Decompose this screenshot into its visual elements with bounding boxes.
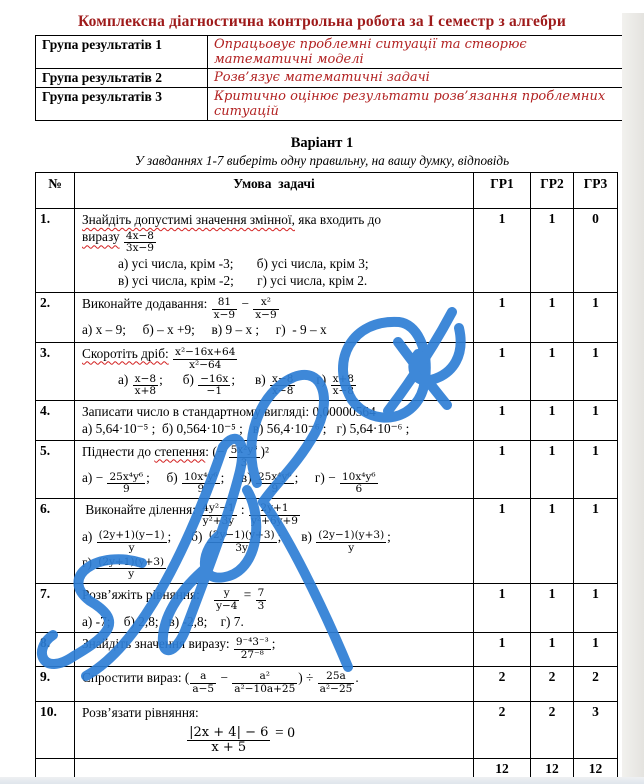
fraction xyxy=(253,297,278,322)
header-gr3: ГР3 xyxy=(574,173,618,209)
fraction xyxy=(173,347,237,372)
task-text: а) усі числа, крім -3; б) усі числа, крім 3; xyxy=(118,256,369,271)
group-label: Група результатів 2 xyxy=(36,69,208,88)
scanned-test-page xyxy=(0,13,644,784)
score-gr2: 2 xyxy=(531,702,574,758)
score-gr1: 1 xyxy=(474,342,531,400)
fraction xyxy=(96,557,166,582)
score-gr3: 2 xyxy=(574,667,618,702)
score-gr2: 2 xyxy=(531,667,574,702)
task-text: ) ÷ xyxy=(298,670,317,686)
fraction-denominator: 6 xyxy=(340,483,378,496)
fraction-numerator: x−8 xyxy=(272,372,294,385)
task-text: г) xyxy=(82,555,96,571)
task-line xyxy=(82,704,469,721)
task-row xyxy=(36,667,618,702)
fraction-denominator: a²−25 xyxy=(319,683,353,696)
fraction-numerator: (2y+1)(y+3) xyxy=(98,555,165,568)
task-line xyxy=(82,554,469,581)
task-row xyxy=(36,584,618,633)
fraction-denominator: 27⁻⁸ xyxy=(234,649,271,662)
fraction xyxy=(331,374,356,399)
score-gr1: 2 xyxy=(474,667,531,702)
fraction-numerator: 7 xyxy=(257,587,265,600)
fraction xyxy=(182,472,220,497)
fraction-denominator: 3x−9 xyxy=(125,242,154,255)
score-gr2: 1 xyxy=(531,633,574,667)
task-text: − xyxy=(217,670,232,686)
task-statement xyxy=(75,667,474,702)
task-text: а) − xyxy=(82,470,107,486)
task-text: а) -7; б) 2,8; в) -2,8; г) 7. xyxy=(82,613,244,629)
task-row xyxy=(36,440,618,498)
fraction-denominator: y xyxy=(316,542,386,555)
fraction-numerator: (2y−1)(y+3) xyxy=(318,528,385,541)
task-text: : xyxy=(237,502,248,517)
fraction-numerator: −16x xyxy=(200,372,229,385)
group-label: Група результатів 3 xyxy=(36,88,208,121)
task-text: ; б) xyxy=(167,528,206,544)
score-gr1: 1 xyxy=(474,440,531,498)
fraction-numerator: 9⁻⁴3⁻³ xyxy=(235,636,269,649)
fraction-denominator: y−4 xyxy=(216,600,238,613)
fraction xyxy=(234,637,271,662)
task-text: Виконайте додавання: xyxy=(82,295,211,311)
fraction xyxy=(249,503,300,528)
task-text: а) 5,64·10⁻⁵ ; б) 0,564·10⁻⁵ ; в) 56,4·10⁻⁶ ; г) 5,64·10⁻⁶ ; xyxy=(82,421,410,437)
fraction xyxy=(187,726,270,756)
task-text: Піднести до xyxy=(82,443,155,459)
fraction-denominator: 9 xyxy=(182,483,220,496)
variant-instruction: У завданнях 1-7 виберіть одну правильну, на вашу думку, відповідь xyxy=(134,153,510,168)
task-line xyxy=(82,586,469,613)
task-text: ; б) xyxy=(159,372,198,388)
task-text: яка входить до xyxy=(294,212,382,227)
fraction-numerator: (2y−1)(y+3) xyxy=(208,528,275,541)
task-text: − xyxy=(238,295,253,311)
task-text: Записати число в стандартному вигляді: 0,00000564 xyxy=(82,404,376,419)
score-gr3: 1 xyxy=(574,584,618,633)
fraction-numerator: 81 xyxy=(217,295,232,308)
score-gr2: 1 xyxy=(531,401,574,441)
fraction xyxy=(232,671,297,696)
task-number: 4. xyxy=(36,401,75,441)
fraction-denominator: 9 xyxy=(256,483,294,496)
page-title: Комплексна діагностична контрольна робота за І семестр з алгебри xyxy=(77,13,567,30)
task-statement xyxy=(75,584,474,633)
task-text: ; в) xyxy=(231,372,269,388)
task-line xyxy=(82,469,469,496)
fraction xyxy=(133,374,158,399)
fraction xyxy=(190,671,216,696)
spellcheck-text: степення xyxy=(154,443,206,459)
fraction-denominator: y²+3y xyxy=(200,515,236,528)
score-gr1: 1 xyxy=(474,292,531,342)
task-text xyxy=(120,229,123,244)
totals-gr3: 12 xyxy=(574,758,618,778)
score-gr1: 1 xyxy=(474,584,531,633)
task-line xyxy=(82,371,469,398)
fraction xyxy=(256,588,267,613)
task-text: а) xyxy=(118,372,132,388)
fraction-numerator: 5x²y³ xyxy=(230,443,258,456)
task-statement xyxy=(75,292,474,342)
task-text: Розв’яжіть рівняння: xyxy=(82,587,214,603)
task-row xyxy=(36,702,618,758)
fraction-numerator: x²−16x+64 xyxy=(175,345,236,358)
score-gr3: 0 xyxy=(574,209,618,293)
fraction xyxy=(256,472,294,497)
fraction-denominator: y²+6y+9 xyxy=(250,514,298,527)
fraction xyxy=(316,530,386,555)
task-statement xyxy=(75,342,474,400)
task-text xyxy=(169,346,172,361)
task-statement xyxy=(75,702,474,758)
task-line xyxy=(82,295,469,322)
task-text: ; в) xyxy=(277,528,316,544)
task-number: 9. xyxy=(36,667,75,702)
fraction-denominator: x+8 xyxy=(134,385,157,398)
score-gr2: 1 xyxy=(531,440,574,498)
fraction xyxy=(340,472,378,497)
score-gr3: 1 xyxy=(574,401,618,441)
task-row xyxy=(36,292,618,342)
task-number: 2. xyxy=(36,292,75,342)
fraction-denominator: 3y xyxy=(207,542,277,555)
fraction xyxy=(97,530,167,555)
fraction-numerator: x−8 xyxy=(134,372,157,385)
task-row xyxy=(36,633,618,667)
fraction-denominator: x−8 xyxy=(272,385,294,398)
fraction-denominator: 9 xyxy=(107,483,145,496)
group-row-3 xyxy=(36,88,633,121)
fraction-denominator: x−9 xyxy=(213,308,236,321)
fraction-denominator: x²−64 xyxy=(173,359,237,372)
task-line xyxy=(82,211,469,228)
spellcheck-text: виразу xyxy=(82,229,120,245)
group-description: Критично оцінює результати розв’язання проблемних ситуацій xyxy=(208,88,633,121)
task-text: Виконайте ділення: xyxy=(82,502,200,517)
task-number: 7. xyxy=(36,584,75,633)
totals-gr1: 12 xyxy=(474,758,531,778)
task-number: 10. xyxy=(36,702,75,758)
fraction-numerator: 25x⁴y⁶ xyxy=(257,470,292,483)
task-line xyxy=(82,272,469,289)
score-gr2: 1 xyxy=(531,584,574,633)
score-gr3: 1 xyxy=(574,342,618,400)
fraction-denominator: x−9 xyxy=(255,308,277,321)
score-gr2: 1 xyxy=(531,292,574,342)
task-statement xyxy=(75,499,474,584)
task-text: )² xyxy=(260,443,269,459)
fraction-denominator: −1 xyxy=(198,385,230,398)
task-text: а) xyxy=(82,528,96,544)
fraction-numerator: y xyxy=(223,587,230,600)
task-text: ; в) xyxy=(220,470,255,486)
fraction-denominator: y xyxy=(97,542,167,555)
score-gr3: 1 xyxy=(574,292,618,342)
fraction xyxy=(270,374,295,399)
task-line xyxy=(82,255,469,272)
task-line xyxy=(82,228,469,255)
task-line xyxy=(82,420,469,437)
fraction xyxy=(198,374,230,399)
score-gr2: 1 xyxy=(531,499,574,584)
fraction xyxy=(107,472,145,497)
task-number: 3. xyxy=(36,342,75,400)
task-row xyxy=(36,401,618,441)
task-text: ; б) xyxy=(146,470,181,486)
fraction-numerator: a² xyxy=(259,670,271,683)
task-number: 6. xyxy=(36,499,75,584)
task-line xyxy=(82,528,469,555)
task-text: : (− xyxy=(205,443,228,459)
task-line xyxy=(82,721,469,755)
totals-task-cell xyxy=(75,758,474,778)
variant-title: Варіант 1 xyxy=(290,135,354,151)
fraction-denominator: a²−10a+25 xyxy=(234,683,296,696)
task-text: = xyxy=(240,587,255,603)
task-number: 8. xyxy=(36,633,75,667)
tasks-header-row xyxy=(36,173,618,209)
task-text: ; г) − xyxy=(294,470,339,486)
fraction-numerator: 10x⁴y⁶ xyxy=(183,470,218,483)
score-gr1: 1 xyxy=(474,633,531,667)
task-statement xyxy=(75,209,474,293)
score-gr1: 1 xyxy=(474,401,531,441)
task-text: в) усі числа, крім -2; г) усі числа, крім 2. xyxy=(118,273,368,289)
fraction-numerator: 4y²−1 xyxy=(202,502,235,515)
fraction-numerator: 10x⁴y⁶ xyxy=(341,470,376,483)
task-text: Розв’язати рівняння: xyxy=(82,705,199,721)
header-gr2: ГР2 xyxy=(531,173,574,209)
score-gr1: 1 xyxy=(474,209,531,293)
fraction-numerator: 25a xyxy=(326,670,346,683)
task-line xyxy=(82,501,469,528)
header-task: Умова задачі xyxy=(75,173,474,209)
group-description: Розв’язує математичні задачі xyxy=(208,69,633,88)
task-line xyxy=(82,321,469,338)
task-statement xyxy=(75,401,474,441)
group-row-1 xyxy=(36,36,633,69)
task-line xyxy=(82,443,469,470)
score-gr3: 1 xyxy=(574,499,618,584)
totals-num-cell xyxy=(36,758,75,778)
fraction-numerator: |2x + 4| − 6 xyxy=(189,724,269,740)
task-text: . xyxy=(355,670,359,686)
fraction-denominator: a−5 xyxy=(192,683,215,696)
task-line xyxy=(82,613,469,630)
score-gr3: 1 xyxy=(574,440,618,498)
fraction xyxy=(200,503,236,528)
task-text: Знайдіть значення виразу: xyxy=(82,636,233,652)
fraction xyxy=(214,588,239,613)
fraction-denominator: 3 xyxy=(229,457,260,470)
fraction xyxy=(212,297,237,322)
fraction-denominator: x−8 xyxy=(332,385,354,398)
group-description: Опрацьовує проблемні ситуації та створює математичні моделі xyxy=(208,36,633,69)
score-gr2: 1 xyxy=(531,342,574,400)
group-label: Група результатів 1 xyxy=(36,36,208,69)
task-statement xyxy=(75,633,474,667)
task-row xyxy=(36,499,618,584)
fraction-numerator: 4x−8 xyxy=(125,229,154,242)
fraction-numerator: (2y+1)(y−1) xyxy=(98,528,165,541)
fraction-denominator: x + 5 xyxy=(187,740,270,756)
score-gr3: 1 xyxy=(574,633,618,667)
task-row xyxy=(36,209,618,293)
fraction-numerator: a xyxy=(200,670,207,683)
totals-row xyxy=(36,758,618,778)
spellcheck-text: Знайдіть допустимі значення змінної, xyxy=(82,212,295,227)
score-gr1: 2 xyxy=(474,702,531,758)
task-text: = 0 xyxy=(271,725,295,742)
fraction-denominator: y xyxy=(96,568,166,581)
header-num: № xyxy=(36,173,75,209)
fraction-numerator: x² xyxy=(260,295,271,308)
header-gr1: ГР1 xyxy=(474,173,531,209)
tasks-table xyxy=(35,172,618,779)
fraction-numerator: x+8 xyxy=(332,372,354,385)
task-line xyxy=(82,669,469,696)
fraction-numerator: 25x⁴y⁶ xyxy=(109,470,144,483)
task-text: а) x – 9; б) – x +9; в) 9 – x ; г) - 9 – x xyxy=(82,322,327,338)
fraction-numerator: 2y+1 xyxy=(260,502,289,515)
spellcheck-text: Скоротіть дріб: xyxy=(82,345,169,361)
fraction xyxy=(318,671,355,696)
score-gr2: 1 xyxy=(531,209,574,293)
scan-edge-right xyxy=(622,13,644,784)
task-line xyxy=(82,635,469,662)
result-groups-table xyxy=(35,35,633,121)
task-text: ; xyxy=(387,528,391,544)
score-gr1: 1 xyxy=(474,499,531,584)
scan-edge-bottom xyxy=(0,777,644,784)
score-gr3: 3 xyxy=(574,702,618,758)
fraction xyxy=(229,445,260,470)
task-statement xyxy=(75,440,474,498)
fraction-denominator: 3 xyxy=(257,600,265,613)
task-text: ; xyxy=(271,636,276,652)
task-row xyxy=(36,342,618,400)
task-number: 5. xyxy=(36,440,75,498)
task-number: 1. xyxy=(36,209,75,293)
task-line xyxy=(82,345,469,372)
task-line xyxy=(82,403,469,420)
fraction xyxy=(207,530,277,555)
task-text: г) xyxy=(296,372,330,388)
group-row-2 xyxy=(36,69,633,88)
fraction xyxy=(124,231,156,256)
totals-gr2: 12 xyxy=(531,758,574,778)
task-text: Спростити вираз: ( xyxy=(82,670,190,686)
